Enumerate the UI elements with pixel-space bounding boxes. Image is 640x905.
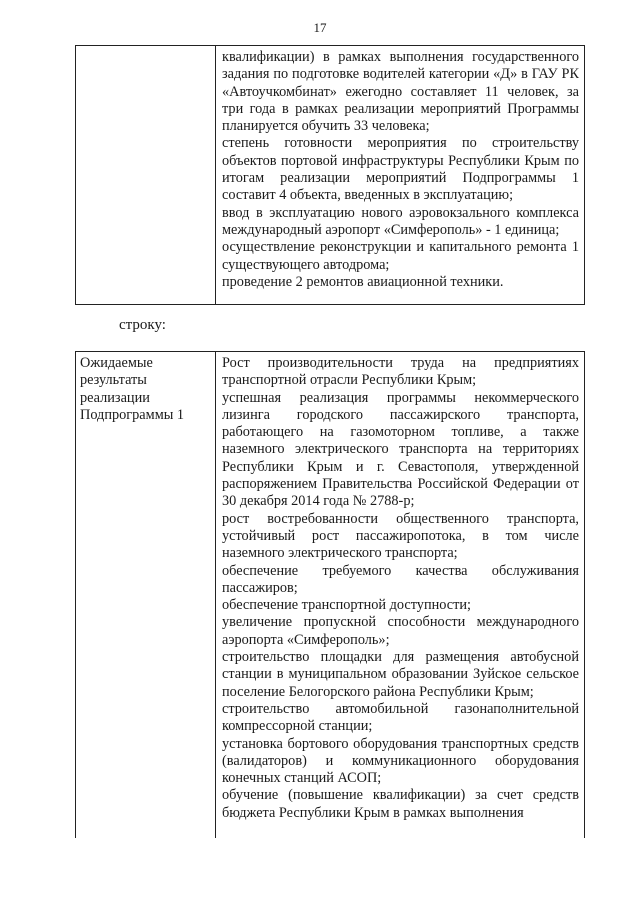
list-item: ввод в эксплуатацию нового аэровокзального комплекса международный аэропорт «Симферополь» - 1 единица; [222,204,579,238]
table-row [76,46,585,305]
continued-table [75,45,585,305]
list-item: обеспечение транспортной доступности; [222,597,471,614]
table-row [76,352,585,839]
list-item: строительство автомобильной газонаполнительной компрессорной станции; [222,700,579,735]
content-cell [216,352,585,839]
empty-label-cell [76,46,216,305]
list-item: увеличение пропускной способности международного аэропорта «Симферополь»; [222,614,579,648]
list-item: степень готовности мероприятия по строительству объектов портовой инфраструктуры Республики Крым по итогам реализации мероприятий Подпрограммы 1 составит 4 объекта, введенных в эксплуатацию; [222,135,579,204]
list-item: Рост производительности труда на предприятиях транспортной отрасли Республики Крым; [222,355,579,389]
list-item: квалификации) в рамках выполнения государственного задания по подготовке водителей категории «Д» в ГАУ РК «Автоучкомбинат» ежегодно составляет 11 человек, за три года в рамках реализации мероприятий Программы планируется обучить 33 человека; [222,49,579,135]
list-item: успешная реализация программы некоммерческого лизинга городского пассажирского транспорта, работающего на газомоторном топливе, а также наземного электрического транспорта на территориях Республики Крым и г. Севастополя, утвержденной распоряжением Правительства Российской Федерации от 30 декабря 2014 года № 2788-р; [222,389,579,510]
list-item: рост востребованности общественного транспорта, устойчивый рост пассажиропотока, в том числе наземного электрического транспорта; [222,510,579,562]
list-item: установка бортового оборудования транспортных средств (валидаторов) и коммуникационного оборудования конечных станций АСОП; [222,735,579,787]
row-label: Ожидаемые результаты реализации Подпрограммы 1 [76,352,216,839]
list-item: проведение 2 ремонтов авиационной техники. [222,273,504,290]
list-item: обеспечение требуемого качества обслуживания пассажиров; [222,562,579,596]
intro-text: строку: [119,317,166,333]
list-item: обучение (повышение квалификации) за счет средств бюджета Республики Крым в рамках выполнения [222,787,579,821]
list-item: строительство площадки для размещения автобусной станции в муниципальном образовании Зуйское сельское поселение Белогорского района Республики Крым; [222,649,579,700]
new-row-table [75,351,585,838]
page-number: 17 [313,20,327,35]
list-item: осуществление реконструкции и капитального ремонта 1 существующего автодрома; [222,239,579,273]
content-cell [216,46,585,305]
